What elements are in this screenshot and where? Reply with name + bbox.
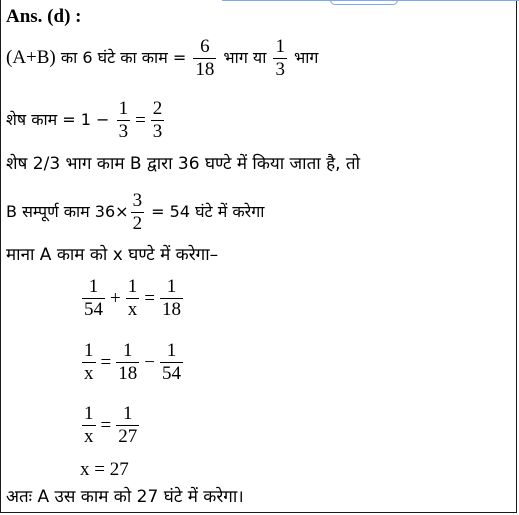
denominator: x (84, 363, 94, 384)
denominator: 3 (152, 121, 163, 142)
line1-text1: का 6 घंटे का काम = (55, 47, 192, 67)
final-answer: अतः A उस काम को 27 घंटे में करेगा। (6, 487, 244, 507)
minus-sign: − (144, 351, 155, 373)
denominator: 18 (118, 363, 138, 384)
numerator: 1 (118, 98, 129, 119)
plus-sign: + (110, 287, 121, 309)
top-border (222, 0, 519, 2)
answer-heading: Ans. (d) : (6, 6, 82, 27)
line-work-6-hours (6, 36, 318, 81)
denominator: 2 (132, 213, 143, 234)
equation-3 (80, 403, 141, 448)
numerator: 1 (166, 340, 177, 361)
numerator: 1 (88, 276, 99, 297)
fraction-1-x (82, 403, 96, 448)
numerator: 1 (122, 340, 133, 361)
denominator: x (84, 426, 94, 447)
denominator: 54 (161, 363, 181, 384)
denominator: 27 (118, 426, 138, 447)
fraction-1-x (126, 276, 140, 321)
numerator: 1 (166, 276, 177, 297)
line-b-complete (6, 190, 264, 235)
numerator: 1 (127, 276, 138, 297)
line4-text2: = 54 घंटे में करेगा (146, 201, 265, 221)
fraction-2-3 (151, 98, 165, 143)
line4-text1: B सम्पूर्ण काम 36× (6, 201, 129, 221)
equation-2 (80, 340, 185, 385)
fraction-3-2 (131, 190, 145, 235)
fraction-1-27 (116, 403, 139, 448)
fraction-1-3 (117, 98, 131, 143)
fraction-1-54 (160, 340, 183, 385)
line-assume-a: माना A काम को x घण्टे में करेगा– (6, 245, 219, 265)
denominator: 3 (118, 121, 129, 142)
equals-sign: = (135, 109, 146, 131)
equals-sign: = (100, 351, 112, 373)
lead-text: (A+B) (6, 46, 56, 68)
fraction-6-18 (193, 36, 216, 81)
numerator: 1 (122, 403, 133, 424)
fraction-1-x (82, 340, 96, 385)
equation-4: x = 27 (80, 459, 129, 480)
line1-text2: भाग या (218, 47, 272, 67)
denominator: 18 (161, 299, 181, 320)
equals-sign: = (100, 414, 112, 436)
line1-text3: भाग (288, 47, 319, 67)
denominator: 54 (84, 299, 103, 320)
equals-sign: = (144, 287, 155, 309)
line-remaining-work (6, 98, 166, 143)
line2-text1: शेष काम = 1 − (6, 109, 115, 129)
numerator: 1 (275, 36, 285, 57)
denominator: 3 (275, 59, 285, 80)
fraction-1-18 (116, 340, 139, 385)
fraction-1-18 (160, 276, 183, 321)
denominator: x (127, 299, 138, 320)
fraction-1-54 (82, 276, 105, 321)
equation-1 (80, 276, 185, 321)
numerator: 6 (200, 36, 210, 57)
numerator: 1 (84, 340, 94, 361)
top-tab (330, 0, 398, 5)
fraction-1-3 (273, 36, 287, 81)
line-b-statement: शेष 2/3 भाग काम B द्वारा 36 घण्टे में किया जाता है, तो (6, 154, 360, 174)
denominator: 18 (195, 59, 215, 80)
numerator: 1 (84, 403, 94, 424)
numerator: 2 (152, 98, 163, 119)
numerator: 3 (132, 190, 143, 211)
